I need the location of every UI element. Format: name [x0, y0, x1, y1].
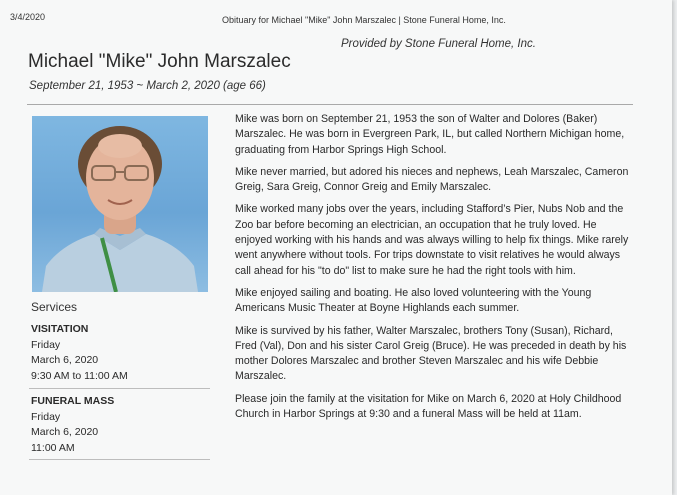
obituary-paragraph: Mike enjoyed sailing and boating. He also loved volunteering with the Young Americans Music Theater at Boyne Highlands each summer.: [235, 286, 592, 315]
event-date: March 6, 2020: [31, 426, 99, 438]
deceased-name: Michael "Mike" John Marszalec: [28, 51, 291, 72]
obituary-text: [235, 112, 635, 429]
obituary-paragraph: Please join the family at the visitation for Mike on March 6, 2020 at Holy Childhood Church in Harbor Springs at 9:30 and a funeral Mass will be held at 11am.: [235, 392, 622, 421]
portrait-photo: [32, 116, 208, 292]
event-title: FUNERAL MASS: [31, 395, 115, 407]
obituary-paragraph: Mike never married, but adored his nieces and nephews, Leah Marszalec, Cameron Greig, Sara Greig, Connor Greig and Emily Marszalec.: [235, 165, 629, 194]
event-time: 11:00 AM: [31, 441, 75, 454]
obituary-paragraph: Mike worked many jobs over the years, including Stafford’s Pier, Nubs Nob and the Zoo bar before becoming an electrician, an occupation that he truly loved. He enjoyed working with his hands and was always willing to help fix things. Mike rarely went anywhere without tools. For trips downstate to visit relatives he would always call ahead for his "to do" list to make sure he had the right tools with him.: [235, 203, 629, 277]
print-header-title: Obituary for Michael "Mike" John Marszalec | Stone Funeral Home, Inc.: [222, 15, 506, 25]
event-time: 9:30 AM to 11:00 AM: [31, 369, 128, 382]
visitation-event: [31, 322, 209, 384]
event-date: March 6, 2020: [31, 354, 99, 366]
event-title: VISITATION: [31, 323, 89, 335]
funeral-mass-event: [31, 394, 209, 456]
event-day: Friday: [31, 410, 61, 423]
obituary-paragraph: Mike was born on September 21, 1953 the son of Walter and Dolores (Baker) Marszalec. He was born in Evergreen Park, IL, but called Northern Michigan home, graduating from Harbor Springs High School.: [235, 113, 625, 156]
life-dates: September 21, 1953 ~ March 2, 2020 (age 66): [29, 80, 266, 92]
services-heading: Services: [31, 300, 78, 314]
header-divider: [27, 104, 633, 105]
obituary-paragraph: Mike is survived by his father, Walter Marszalec, brothers Tony (Susan), Richard, Fred (Val), Don and his sister Carol Greig (Bruce). He was preceded in death by his mother Dolores Marszalec and brother Steven Marszalec and his wife Debbie Marszalec.: [235, 324, 627, 383]
event-day: Friday: [31, 338, 61, 351]
print-date: 3/4/2020: [10, 12, 46, 22]
provided-by: Provided by Stone Funeral Home, Inc.: [341, 38, 536, 50]
services-divider: [29, 459, 210, 460]
services-divider: [29, 388, 210, 389]
